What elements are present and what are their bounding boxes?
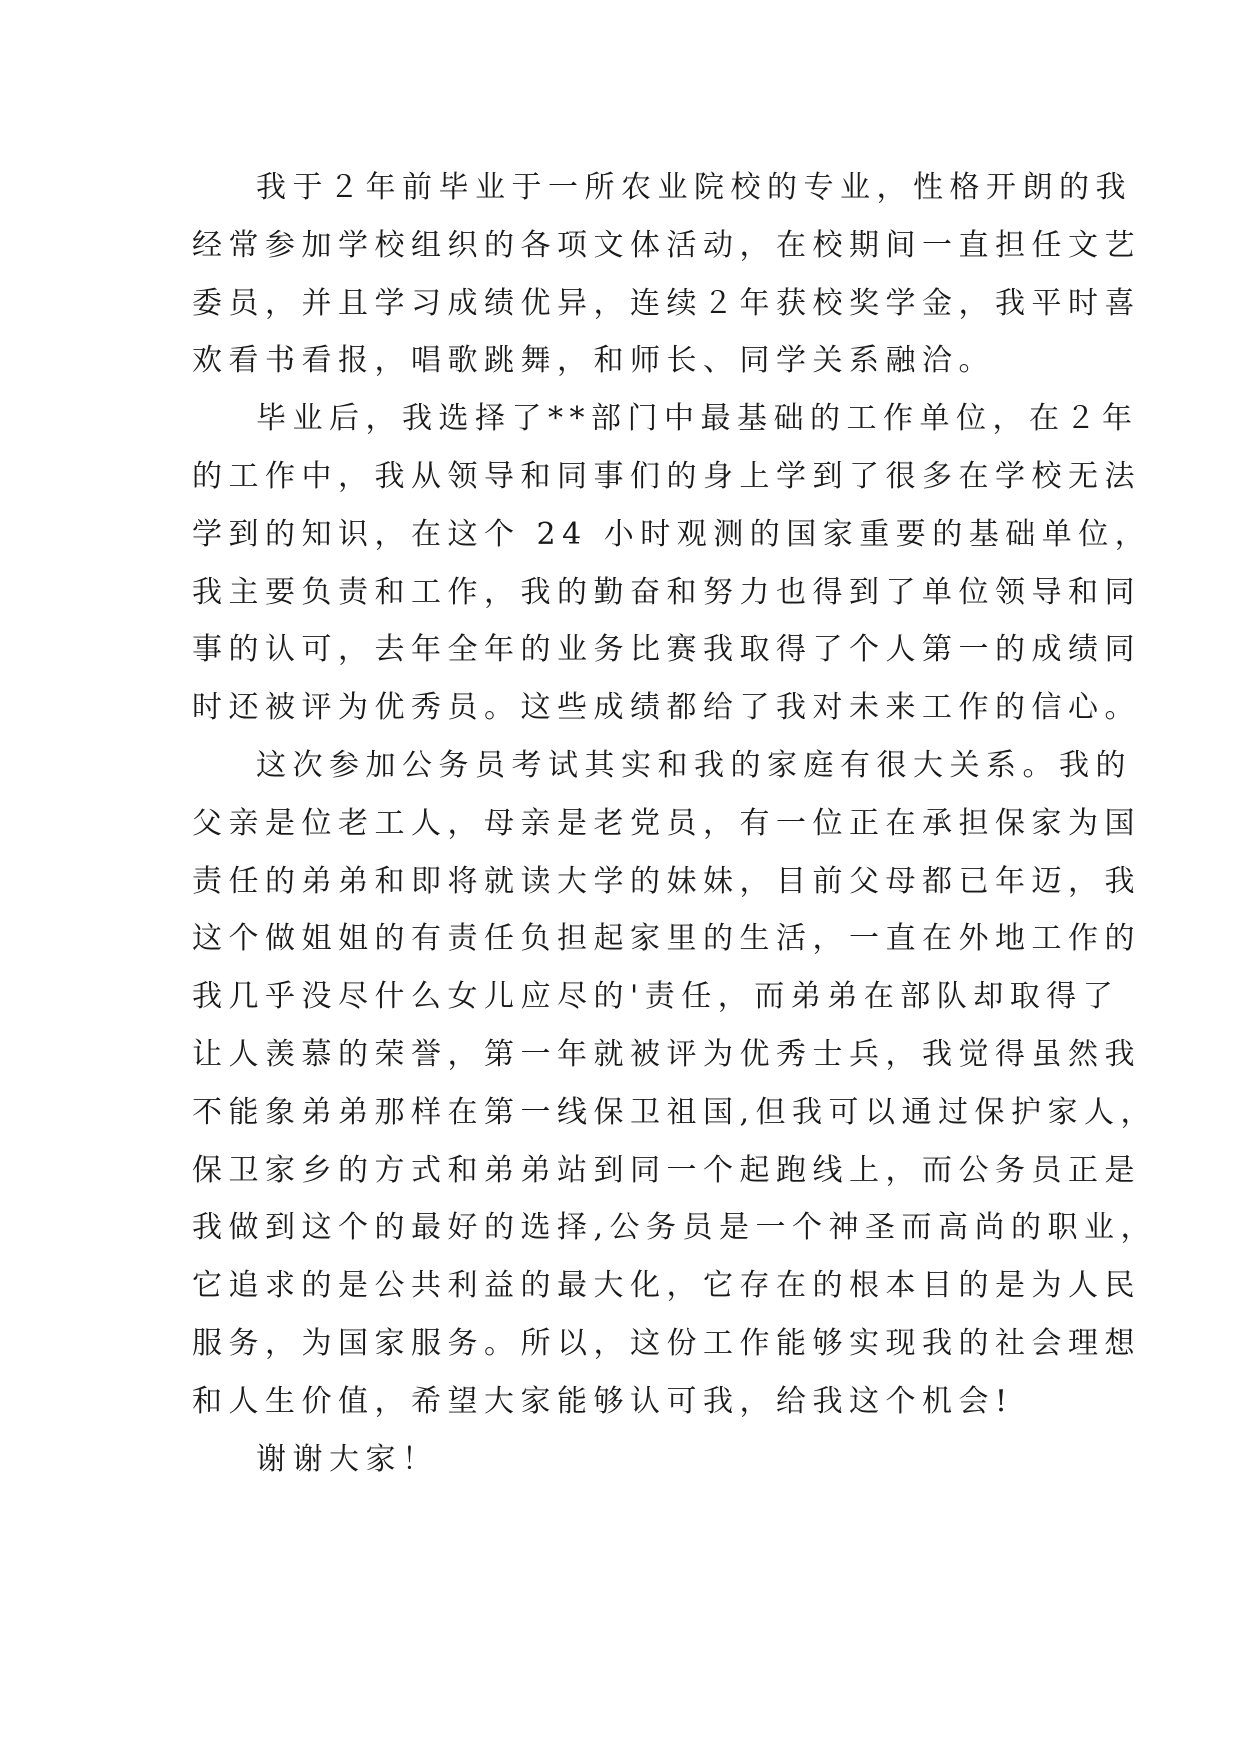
- paragraph-3-line-6: 让人羡慕的荣誉，第一年就被评为优秀士兵，我觉得虽然我: [192, 1036, 1141, 1072]
- paragraph-3-line-5: 我几乎没尽什么女儿应尽的'责任，而弟弟在部队却取得了: [192, 979, 1120, 1015]
- paragraph-2-line-5: 事的认可，去年全年的业务比赛我取得了个人第一的成绩同: [192, 632, 1141, 668]
- paragraph-3-line-10: 它追求的是公共利益的最大化，它存在的根本目的是为人民: [192, 1268, 1141, 1304]
- paragraph-3-line-9: 我做到这个的最好的选择,公务员是一个神圣而高尚的职业，: [192, 1210, 1158, 1246]
- paragraph-3-line-1: 这次参加公务员考试其实和我的家庭有很大关系。我的: [256, 747, 1132, 783]
- paragraph-3-line-12: 和人生价值，希望大家能够认可我，给我这个机会!: [192, 1383, 1014, 1419]
- paragraph-1-line-4: 欢看书看报，唱歌跳舞，和师长、同学关系融洽。: [192, 343, 995, 379]
- closing-line: 谢谢大家！: [256, 1441, 439, 1477]
- paragraph-2-line-2: 的工作中，我从领导和同事们的身上学到了很多在学校无法: [192, 458, 1141, 494]
- paragraph-2-line-3: 学到的知识，在这个 24 小时观测的国家重要的基础单位，: [192, 516, 1152, 552]
- paragraph-2-line-4: 我主要负责和工作，我的勤奋和努力也得到了单位领导和同: [192, 574, 1141, 610]
- paragraph-1-line-2: 经常参加学校组织的各项文体活动，在校期间一直担任文艺: [192, 227, 1141, 263]
- paragraph-3-line-8: 保卫家乡的方式和弟弟站到同一个起跑线上，而公务员正是: [192, 1152, 1141, 1188]
- paragraph-2-line-1: 毕业后，我选择了**部门中最基础的工作单位，在２年: [256, 401, 1139, 437]
- paragraph-3-line-11: 服务，为国家服务。所以，这份工作能够实现我的社会理想: [192, 1325, 1141, 1361]
- paragraph-1-line-1: 我于２年前毕业于一所农业院校的专业，性格开朗的我: [256, 170, 1132, 205]
- paragraph-3-line-7: 不能象弟弟那样在第一线保卫祖国,但我可以通过保护家人，: [192, 1094, 1158, 1130]
- paragraph-3-line-3: 责任的弟弟和即将就读大学的妹妹，目前父母都已年迈，我: [192, 863, 1141, 899]
- paragraph-3-line-4: 这个做姐姐的有责任负担起家里的生活，一直在外地工作的: [192, 921, 1141, 957]
- paragraph-2-line-6: 时还被评为优秀员。这些成绩都给了我对未来工作的信心。: [192, 690, 1141, 726]
- document-body: [192, 159, 1158, 1488]
- paragraph-3-line-2: 父亲是位老工人，母亲是老党员，有一位正在承担保家为国: [192, 805, 1141, 841]
- paragraph-1-line-3: 委员，并且学习成绩优异，连续２年获校奖学金，我平时喜: [192, 285, 1141, 321]
